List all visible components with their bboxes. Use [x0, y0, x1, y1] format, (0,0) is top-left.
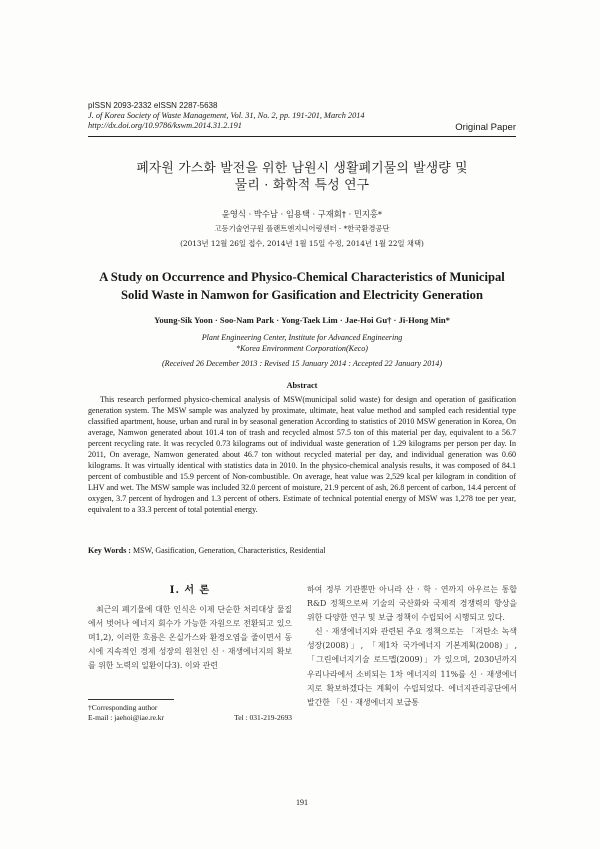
page-number: 191: [296, 798, 308, 807]
issn-line: pISSN 2093-2332 eISSN 2287-5638: [88, 101, 218, 110]
korean-affiliation: 고등기술연구원 플랜트엔지니어링센터 · *한국환경공단: [214, 224, 390, 233]
journal-header: [88, 101, 516, 131]
abstract-heading: Abstract: [286, 381, 318, 390]
korean-dates: (2013년 12월 26일 접수, 2014년 1월 15일 수정, 2014년 1월 22일 채택): [180, 239, 424, 248]
english-title-line-2: Solid Waste in Namwon for Gasification and Electricity Generation: [121, 288, 483, 302]
affiliation-line-1: Plant Engineering Center, Institute for Advanced Engineering: [201, 333, 403, 342]
english-title: [88, 268, 516, 304]
english-dates: (Received 26 December 2013 : Revised 15 January 2014 : Accepted 22 January 2014): [161, 359, 443, 368]
english-title-line-1: A Study on Occurrence and Physico-Chemical Characteristics of Municipal: [99, 270, 505, 284]
corresponding-author-label: †Corresponding author: [88, 703, 158, 712]
journal-citation: J. of Korea Society of Waste Management, Vol. 31, No. 2, pp. 191-201, March 2014: [88, 111, 365, 120]
keywords: [88, 546, 516, 555]
korean-title-line-2: 물리 · 화학적 특성 연구: [234, 178, 370, 193]
footnote-rule: [88, 699, 174, 700]
korean-title-line-1: 폐자원 가스화 발전을 위한 남원시 생활폐기물의 발생량 및: [136, 161, 468, 176]
corresponding-email[interactable]: E-mail : jaehoi@iae.re.kr: [88, 713, 165, 722]
korean-title: [88, 160, 516, 194]
intro-paragraph-3: 신 · 재생에너지와 관련된 주요 정책으로는 「저탄소 녹색성장(2008)」, 「제1차 국가에너지 기본계획(2008)」, 「그린에너지기술 로드맵(2009)」가 있으며, 2030년까지 우리나라에서 소비되는 1차 에너지의 11%를 신 · 재생에너지로 확보하겠다는 계획이 수립되었다. 에너지관리공단에서 발간한 「신 · 재생에너지 보급통: [307, 627, 517, 707]
keywords-list: MSW, Gasification, Generation, Characteristics, Residential: [130, 546, 326, 555]
intro-paragraph-2: 하여 정부 기관뿐만 아니라 산 · 학 · 연까지 아우르는 통합 R&D 정책으로써 기술의 국산화와 국제적 경쟁력의 향상을 위한 다양한 연구 및 보급 정책이 수립되어 시행되고 있다.: [307, 585, 517, 623]
korean-authors: 윤영식 · 박수남 · 임용택 · 구재회† · 민지홍*: [221, 209, 383, 219]
header-rule: [88, 136, 516, 137]
affiliation-line-2: *Korea Environment Corporation(Keco): [235, 344, 369, 353]
left-column: [88, 581, 292, 673]
english-affiliation: [88, 332, 516, 354]
english-authors: Young-Sik Yoon · Soo-Nam Park · Yong-Taek Lim · Jae-Hoi Gu† · Ji-Hong Min*: [154, 315, 450, 325]
corresponding-tel: Tel : 031-219-2693: [234, 713, 292, 722]
abstract-body: This research performed physico-chemical analysis of MSW(municipal solid waste) for design and operation of gasification generation system. The MSW sample was analyzed by proximate, ultimate, heat value method and sampled each residential type classified apartment, house, urban and rural in by seasonal generation According to statistics of 2010 MSW generation in Korea, On average, Namwon generated about 101.4 ton of trash and recycled almost 57.5 ton of this material per day, equivalent to a 56.7 percent recycling rate. It was recycled 0.73 kilograms out of individual waste generation of 1.29 kilograms per person per day. In 2011, On average, Namwon generated about 46.7 ton without recycled material per day, and individual generation was 0.60 kilograms. It was virtually identical with statistics data in 2010. In the physico-chemical analysis results, it was composed of 84.1 percent of combustible and 15.9 percent of Non-combustible. On average, heat value was 2,529 kcal per kilogram in condition of LHV and wet. The MSW sample was included 32.0 percent of moisture, 21.9 percent of ash, 26.8 percent of carbon, 14.4 percent of oxygen, 3.7 percent of hydrogen and 1.3 percent of others. Estimate of technical potential energy of MSW was 1,278 toe per year, equivalent to a 33.3 percent of total potential energy.: [88, 395, 516, 515]
section-heading-introduction: I. 서 론: [169, 585, 211, 596]
doi-link[interactable]: http://dx.doi.org/10.9786/kswm.2014.31.2.191: [88, 121, 242, 130]
intro-paragraph-1: 최근의 폐기물에 대한 인식은 이제 단순한 처리대상 물질에서 벗어나 에너지 회수가 가능한 자원으로 전환되고 있으며1,2), 이러한 흐름은 온실가스와 환경오염을 줄이면서 동시에 지속적인 경제 성장의 원천인 신 · 재생에너지의 확보를 위한 노력의 일환이다3). 이와 관련: [88, 605, 292, 671]
right-column: [307, 583, 517, 710]
article-type-label: Original Paper: [455, 122, 516, 133]
keywords-label: Key Words :: [88, 546, 131, 555]
footnote: [88, 703, 292, 723]
